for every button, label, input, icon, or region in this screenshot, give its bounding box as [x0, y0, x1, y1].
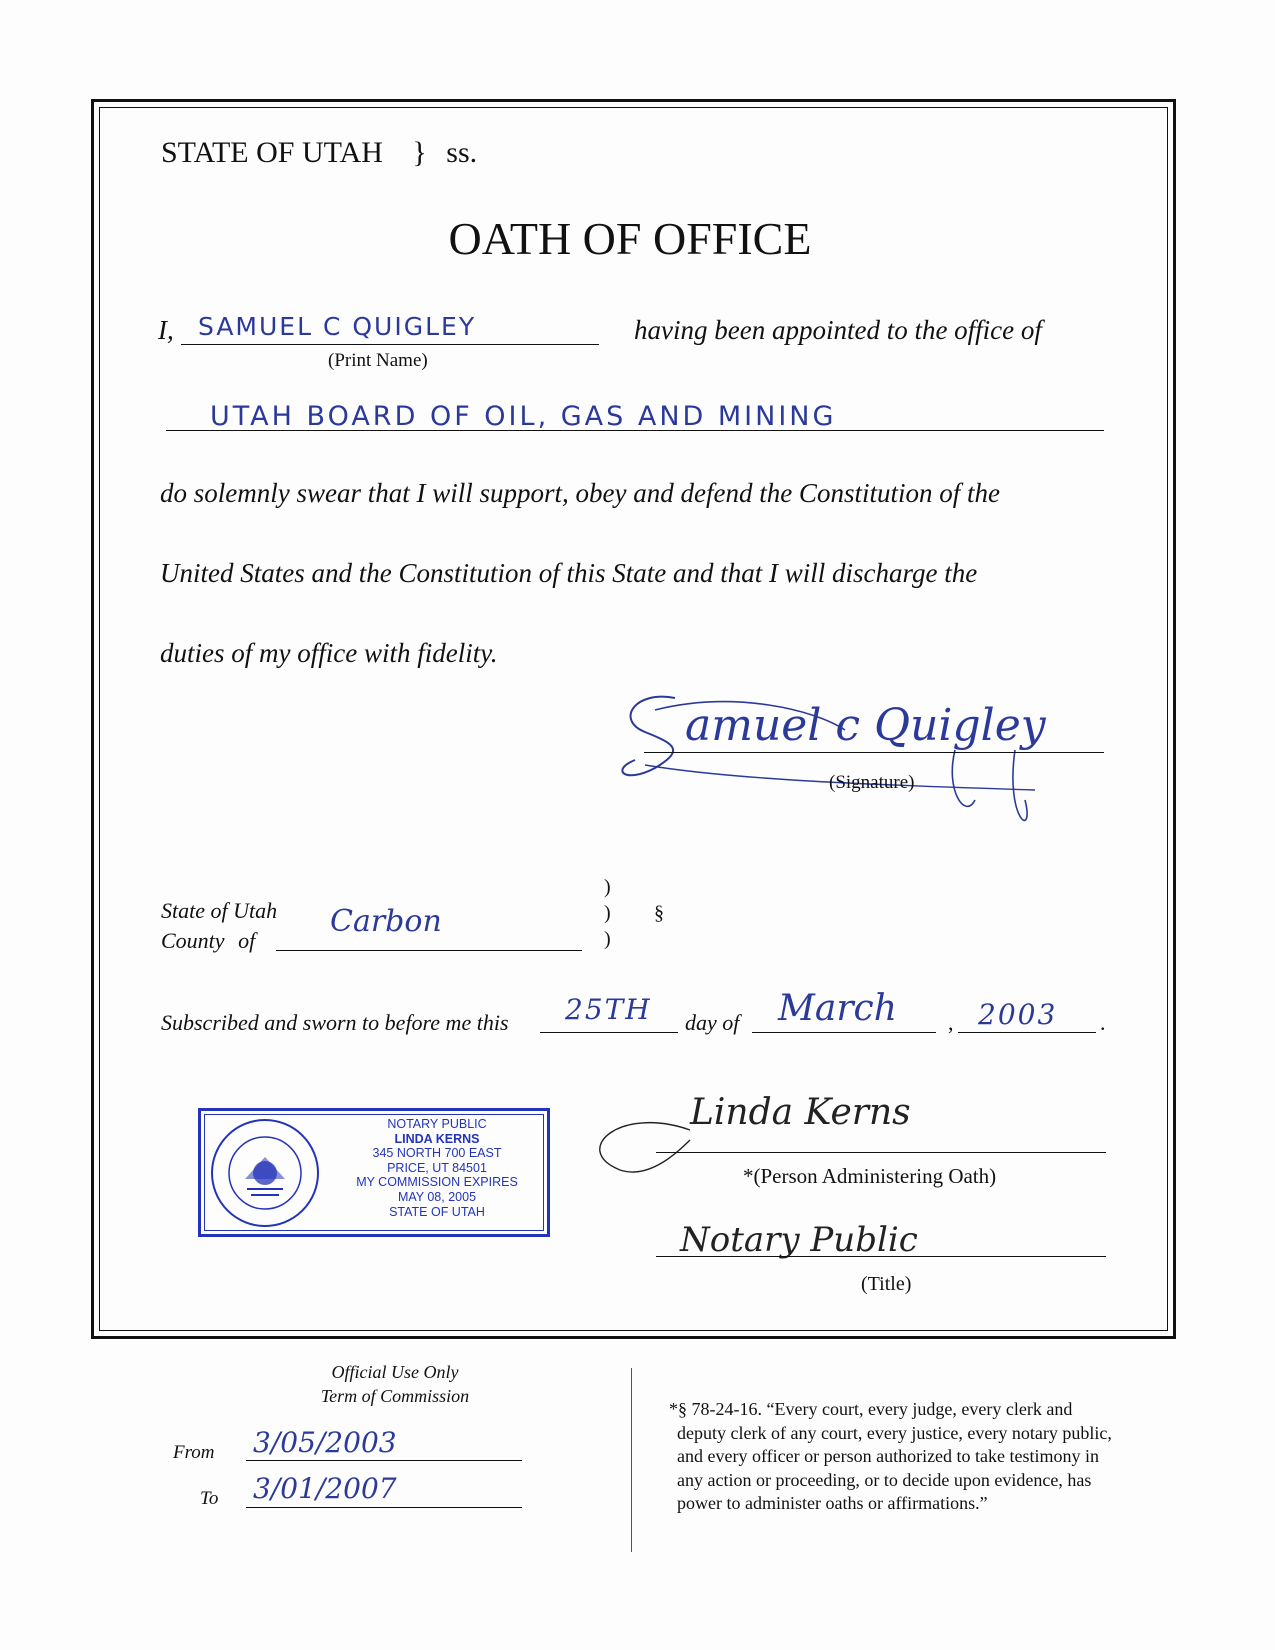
administrator-caption: *(Person Administering Oath): [743, 1164, 997, 1188]
svg-text:amuel c Quigley: amuel c Quigley: [685, 700, 1046, 751]
oath-line-2: United States and the Constitution of this State and that I will discharge the: [160, 558, 978, 588]
signature-caption: (Signature): [829, 772, 915, 793]
footer-divider: [631, 1368, 632, 1552]
stamp-text: [331, 1117, 543, 1219]
footnote-line-1: *§ 78-24-16. “Every court, every judge, every clerk and: [669, 1399, 1073, 1419]
comma: ,: [948, 1010, 954, 1035]
i-prefix: I,: [158, 315, 174, 345]
administrator-flourish: [580, 1110, 700, 1180]
ss-label: ss.: [446, 136, 478, 169]
print-name-value: SAMUEL C QUIGLEY: [198, 312, 477, 341]
stamp-line-2: LINDA KERNS: [394, 1131, 480, 1146]
section-symbol: §: [654, 902, 664, 924]
print-name-line: [181, 344, 599, 345]
notary-stamp: [198, 1108, 550, 1237]
oath-line-1: do solemnly swear that I will support, obey and defend the Constitution of the: [160, 478, 1000, 508]
county-line: [276, 950, 582, 951]
day-of-label: day of: [685, 1010, 740, 1035]
title-caption: (Title): [861, 1273, 912, 1295]
stamp-line-6: MAY 08, 2005: [397, 1189, 477, 1204]
official-use-heading: Official Use Only: [331, 1362, 459, 1382]
oath-line-3: duties of my office with fidelity.: [160, 638, 498, 668]
venue-county-label: County: [161, 928, 225, 953]
brace: }: [412, 136, 427, 169]
paren-1: ): [604, 876, 611, 898]
stamp-line-4: PRICE, UT 84501: [387, 1160, 487, 1175]
day-line: [540, 1032, 678, 1033]
venue-of-label: of: [238, 928, 256, 953]
from-value: 3/05/2003: [253, 1426, 397, 1459]
venue-county-row: [161, 928, 255, 954]
from-line: [246, 1460, 522, 1461]
from-label: From: [173, 1442, 215, 1463]
administrator-signature: Linda Kerns: [690, 1092, 911, 1133]
period: .: [1100, 1010, 1106, 1035]
paren-3: ): [604, 928, 611, 950]
document-title: OATH OF OFFICE: [448, 213, 812, 264]
stamp-line-3: 345 NORTH 700 EAST: [372, 1146, 502, 1161]
year-value: 2003: [978, 998, 1058, 1031]
footnote: [669, 1398, 1112, 1516]
day-value: 25TH: [565, 993, 652, 1026]
footnote-line-5: power to administer oaths or affirmations.”: [677, 1493, 988, 1513]
state-heading: [161, 136, 477, 170]
year-line: [958, 1032, 1096, 1033]
paren-2: ): [604, 902, 611, 924]
venue-state: State of Utah: [161, 898, 278, 923]
signature-line: [644, 752, 1104, 753]
title-line: [656, 1256, 1106, 1257]
to-label: To: [200, 1488, 219, 1509]
to-value: 3/01/2007: [253, 1472, 397, 1505]
county-value: Carbon: [330, 904, 442, 939]
administrator-line: [656, 1152, 1106, 1153]
office-line: [166, 430, 1104, 431]
office-value: UTAH BOARD OF OIL, GAS AND MINING: [210, 401, 837, 432]
appointment-suffix: having been appointed to the office of: [634, 315, 1042, 345]
venue-parens: [604, 874, 611, 952]
state-label: STATE OF UTAH: [161, 136, 383, 169]
term-heading: Term of Commission: [320, 1386, 470, 1406]
footnote-line-2: deputy clerk of any court, every justice, every notary public,: [677, 1422, 1112, 1443]
subscribed-text: Subscribed and sworn to before me this: [161, 1010, 509, 1035]
footnote-line-4: any action or proceeding, or to decide upon evidence, has: [677, 1469, 1092, 1490]
to-line: [246, 1507, 522, 1508]
state-seal-icon: [209, 1117, 321, 1229]
stamp-line-7: STATE OF UTAH: [389, 1204, 485, 1219]
month-line: [752, 1032, 936, 1033]
stamp-line-5: MY COMMISSION EXPIRES: [356, 1175, 518, 1190]
footnote-line-3: and every officer or person authorized to take testimony in: [677, 1446, 1100, 1466]
title-value: Notary Public: [680, 1220, 918, 1260]
month-value: March: [778, 988, 897, 1029]
stamp-line-1: NOTARY PUBLIC: [387, 1117, 487, 1131]
print-name-caption: (Print Name): [328, 350, 428, 371]
